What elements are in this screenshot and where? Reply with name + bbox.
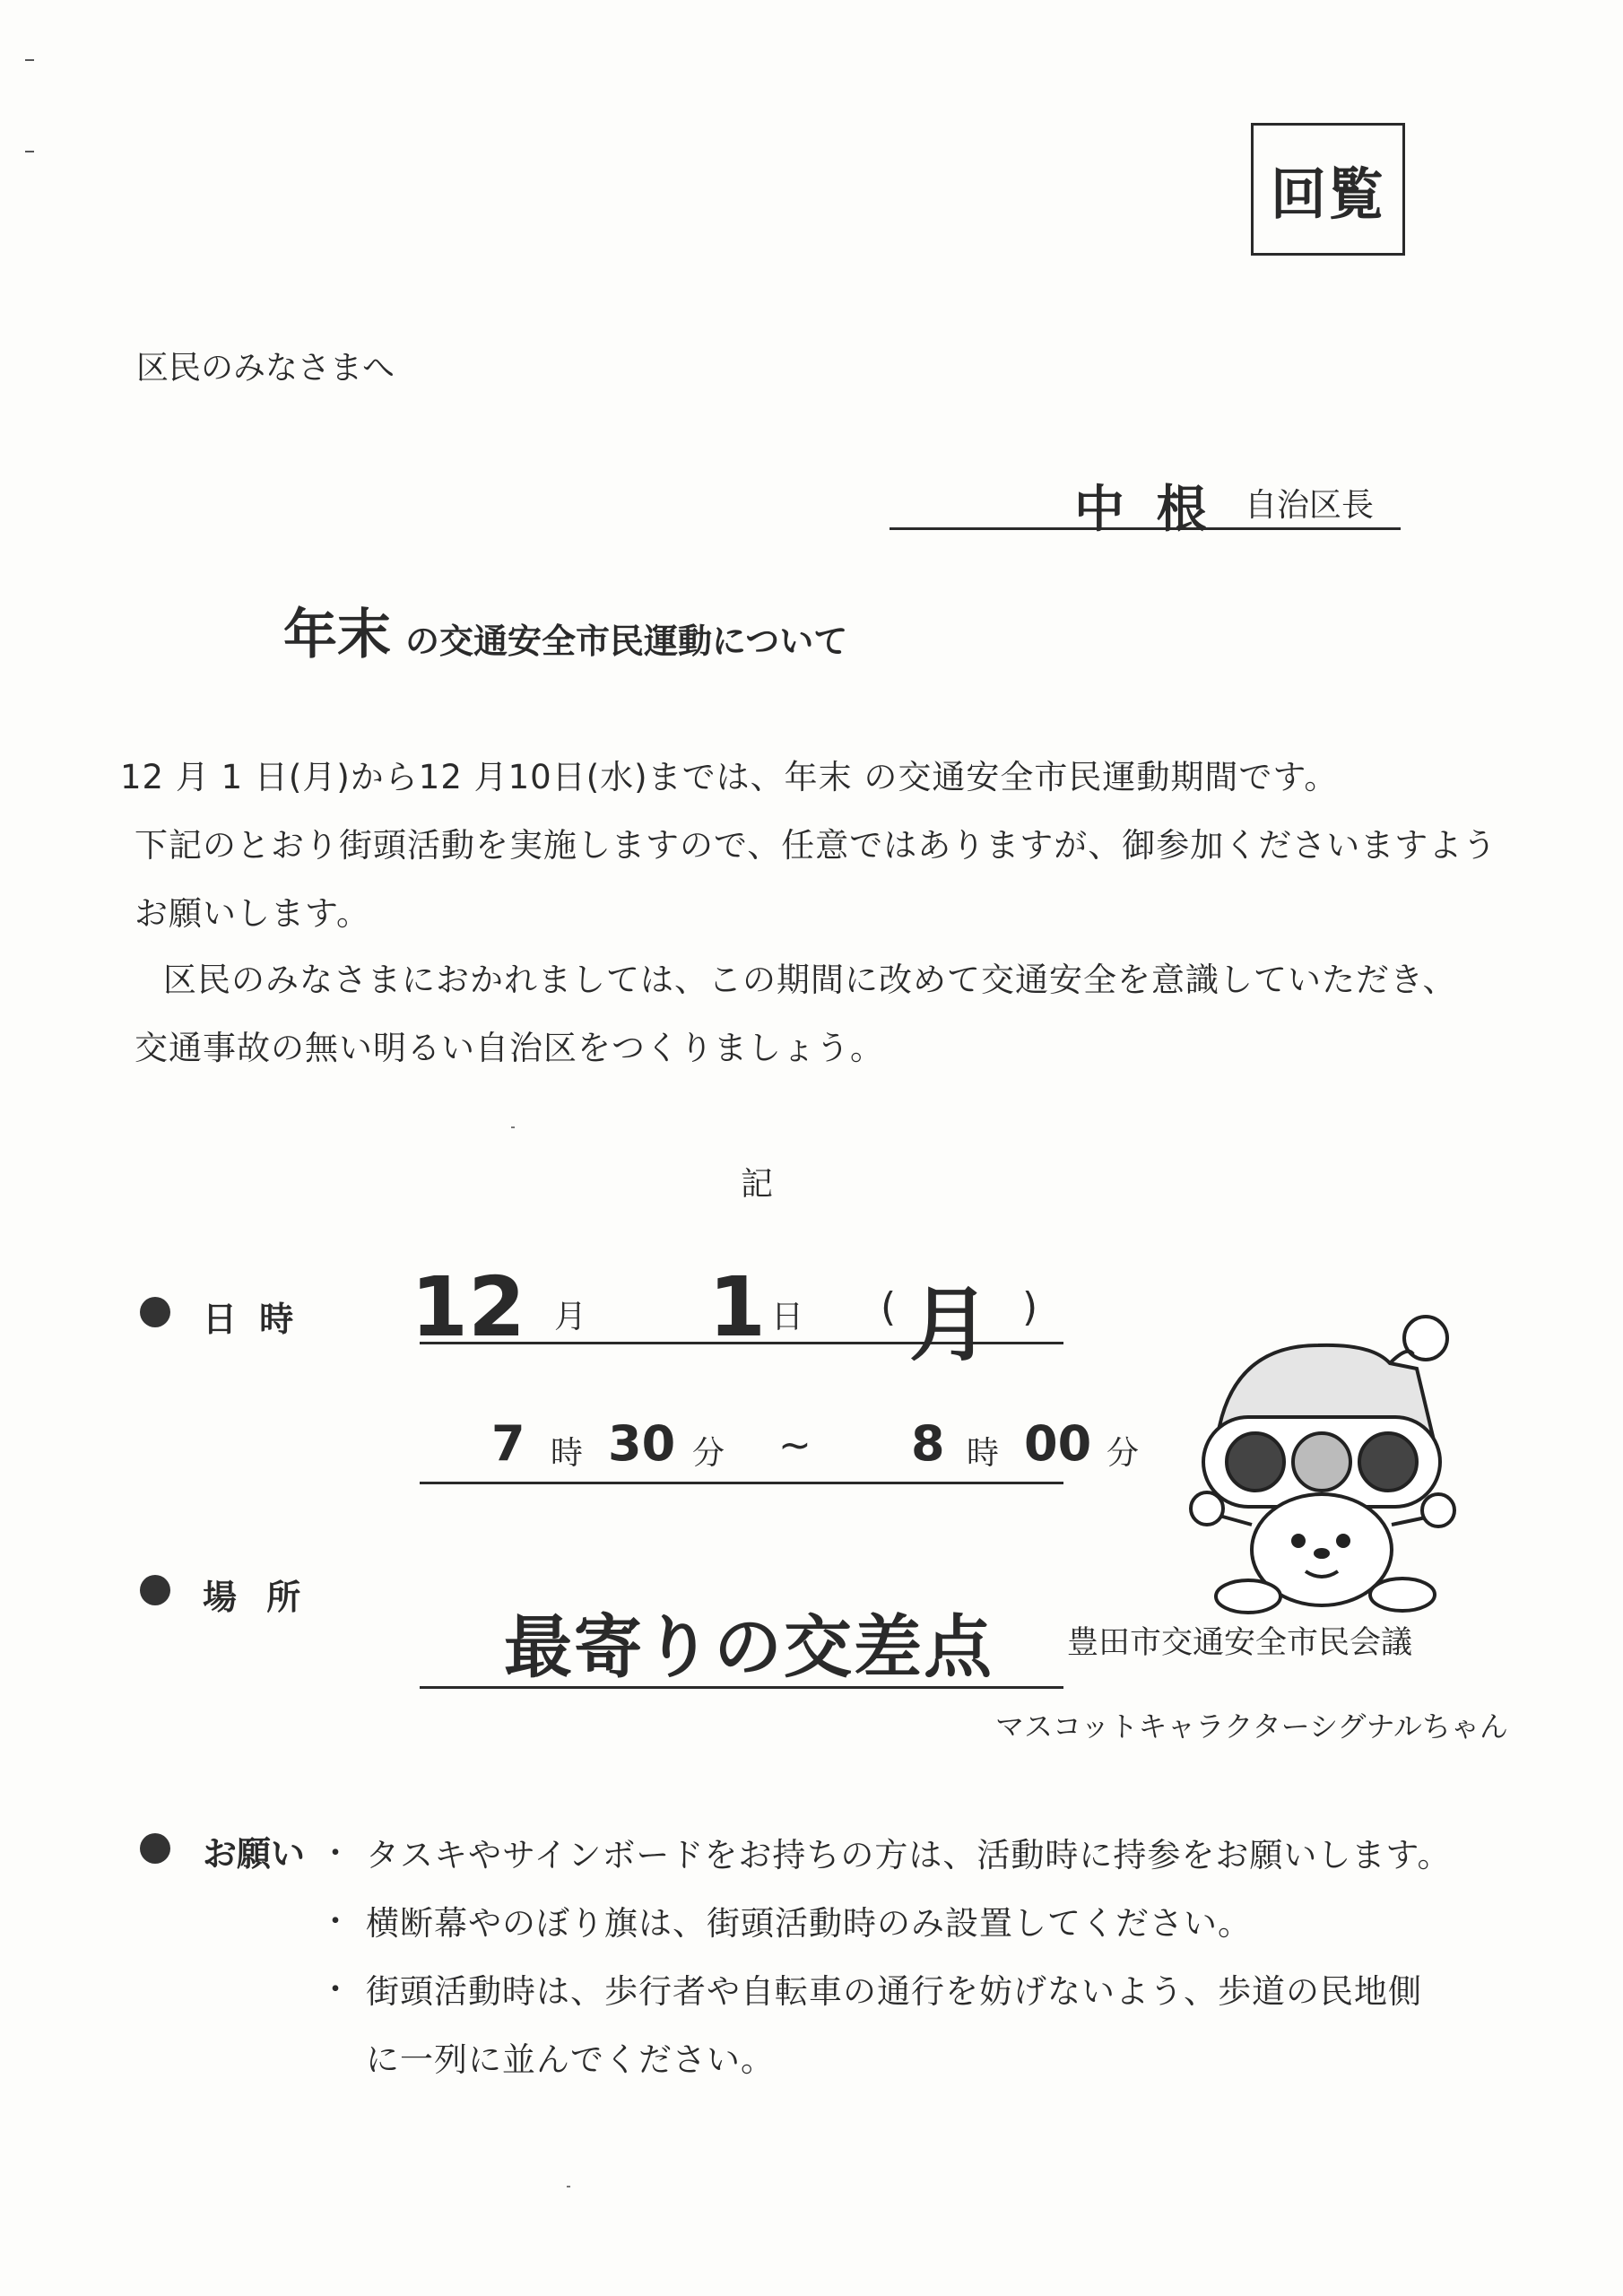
end-hour-unit: 時	[967, 1435, 1000, 1472]
scan-speck	[511, 1126, 515, 1128]
body-line-3: お願いします。	[135, 894, 371, 933]
day-unit: 日	[771, 1299, 804, 1335]
request-item-3: 街頭活動時は、歩行者や自転車の通行を妨げないよう、歩道の民地側	[366, 1972, 1422, 2011]
end-minute-unit: 分	[1107, 1435, 1140, 1472]
request-item-3-continued: に一列に並んでください。	[366, 2040, 775, 2079]
request-marker: ・	[319, 1903, 352, 1940]
weekday-paren-close: )	[1022, 1284, 1038, 1330]
sender-name: 中 根	[1074, 481, 1214, 539]
month-unit: 月	[554, 1299, 587, 1335]
start-minute: 30	[608, 1415, 676, 1472]
body-line-5: 交通事故の無い明るい自治区をつくりましょう。	[135, 1029, 884, 1067]
bullet-icon	[140, 1575, 170, 1605]
date-underline	[420, 1342, 1063, 1344]
place-label: 場 所	[203, 1578, 310, 1617]
circulation-stamp: 回覧	[1251, 123, 1405, 256]
body-line-2: 下記のとおり街頭活動を実施しますので、任意ではありますが、御参加くださいますよう	[135, 826, 1497, 865]
end-hour: 8	[911, 1415, 945, 1472]
request-marker: ・	[319, 1835, 352, 1872]
ki-mark: 記	[741, 1166, 774, 1203]
scan-mark	[25, 151, 34, 152]
end-minute: 00	[1024, 1415, 1092, 1472]
request-marker: ・	[319, 1971, 352, 2008]
body-line-1: 12 月 1 日(月)から12 月10日(水)までは、年末 の交通安全市民運動期間です。	[120, 758, 1339, 796]
mascot-organization: 豊田市交通安全市民会議	[1067, 1625, 1413, 1661]
body-line-4: 区民のみなさまにおかれましては、この期間に改めて交通安全を意識していただき、	[163, 961, 1457, 999]
addressee: 区民のみなさまへ	[136, 350, 395, 387]
time-range-tilde: ~	[778, 1422, 812, 1468]
place-underline	[420, 1686, 1063, 1689]
bullet-icon	[140, 1833, 170, 1864]
time-underline	[420, 1482, 1063, 1484]
request-item-2: 横断幕やのぼり旗は、街頭活動時のみ設置してください。	[366, 1904, 1252, 1943]
start-hour: 7	[491, 1415, 525, 1472]
heading-text: の交通安全市民運動について	[405, 622, 848, 661]
sender-title: 自治区長	[1245, 487, 1375, 524]
heading-emphasis: 年末	[283, 604, 391, 666]
mascot-caption: マスコットキャラクターシグナルちゃん	[995, 1709, 1508, 1744]
schedule-label: 日 時	[203, 1300, 299, 1339]
signal-mascot-icon	[1166, 1309, 1471, 1623]
scan-mark	[25, 59, 34, 61]
sender-underline	[890, 527, 1401, 530]
date-month: 12	[411, 1259, 526, 1355]
request-item-1: タスキやサインボードをお持ちの方は、活動時に持参をお願いします。	[366, 1836, 1452, 1874]
start-hour-unit: 時	[551, 1435, 584, 1472]
weekday-paren-open: (	[881, 1284, 897, 1330]
date-weekday: 月	[909, 1278, 990, 1372]
start-minute-unit: 分	[692, 1435, 725, 1472]
bullet-icon	[140, 1297, 170, 1327]
requests-label: お願い	[203, 1834, 306, 1874]
scan-speck	[567, 2186, 570, 2187]
place-value: 最寄りの交差点	[504, 1607, 994, 1687]
date-day: 1	[708, 1259, 767, 1355]
notice-heading	[283, 592, 847, 669]
